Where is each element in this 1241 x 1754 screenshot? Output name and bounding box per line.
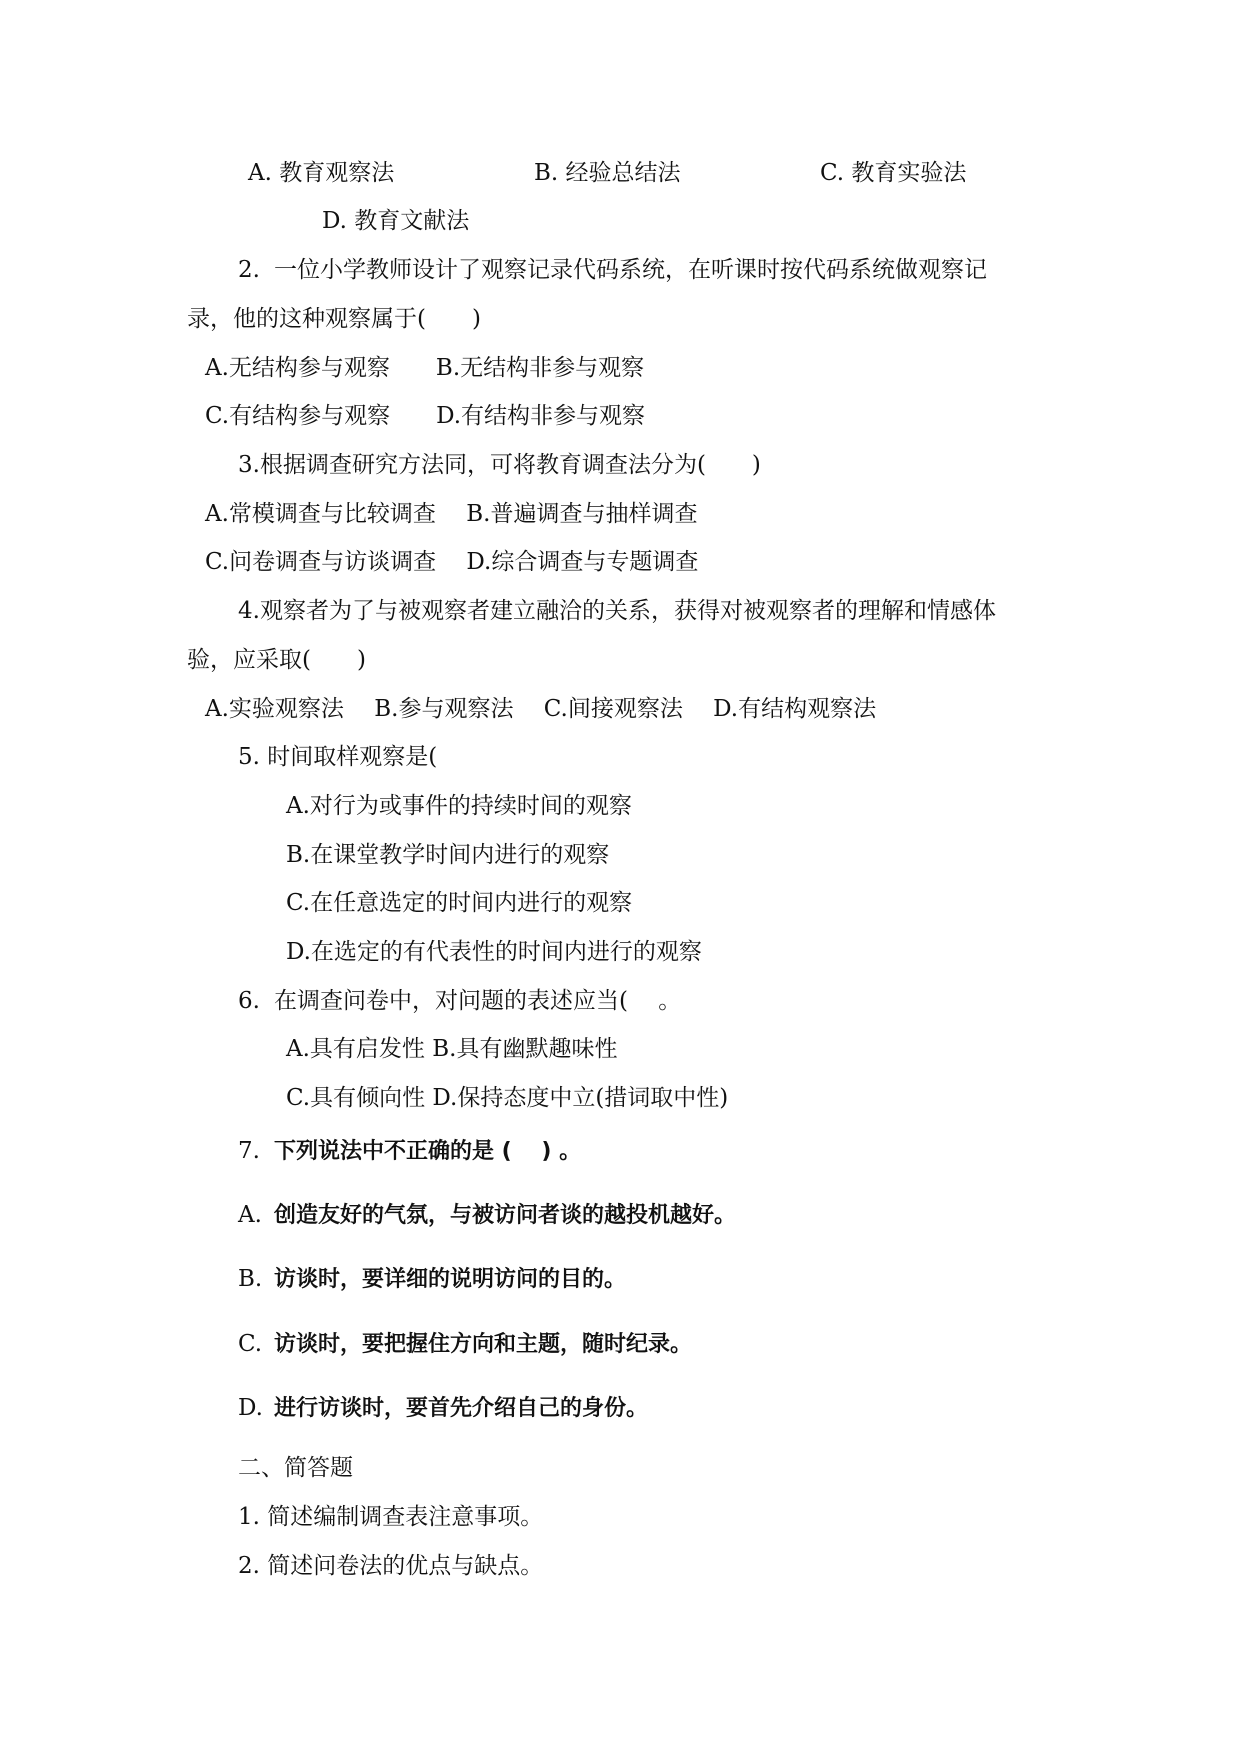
q4-question-line1: 4.观察者为了与被观察者建立融洽的关系，获得对被观察者的理解和情感体 xyxy=(238,598,996,624)
q7-option-a: 创造友好的气氛，与被访问者谈的越投机越好。 xyxy=(274,1203,737,1228)
q1-option-b: B. 经验总结法 xyxy=(534,160,681,186)
q6-number: 6. xyxy=(238,988,260,1014)
q7-option-c-row xyxy=(238,1329,692,1359)
q5-question: 5. 时间取样观察是( xyxy=(238,744,438,770)
q1-options-row xyxy=(0,158,1241,188)
q1-option-a: A. 教育观察法 xyxy=(248,160,395,186)
q2-options-row1: A.无结构参与观察 B.无结构非参与观察 xyxy=(205,355,645,381)
q4-options: A.实验观察法 B.参与观察法 C.间接观察法 D.有结构观察法 xyxy=(205,696,877,722)
q6-text: 在调查问卷中，对问题的表述应当( 。 xyxy=(274,988,682,1014)
q6-options-row2: C.具有倾向性 D.保持态度中立(措词取中性) xyxy=(286,1085,729,1111)
q3-question: 3.根据调查研究方法同，可将教育调查法分为( ) xyxy=(238,452,761,478)
q7-option-a-label: A. xyxy=(238,1202,262,1228)
q7-option-b-row xyxy=(238,1264,626,1294)
q7-option-c: 访谈时，要把握住方向和主题，随时纪录。 xyxy=(274,1332,693,1357)
q7-option-d: 进行访谈时，要首先介绍自己的身份。 xyxy=(274,1396,649,1421)
q5-option-c: C.在任意选定的时间内进行的观察 xyxy=(286,890,633,916)
q2-question-line1 xyxy=(238,255,987,285)
section2-item2: 2. 简述问卷法的优点与缺点。 xyxy=(238,1553,544,1579)
q7-text: 下列说法中不正确的是 ( ) 。 xyxy=(274,1139,582,1164)
q6-question xyxy=(238,986,681,1016)
q3-options-row1: A.常模调查与比较调查 B.普遍调查与抽样调查 xyxy=(205,501,698,527)
q5-option-d: D.在选定的有代表性的时间内进行的观察 xyxy=(286,939,702,965)
q6-options-row1: A.具有启发性 B.具有幽默趣味性 xyxy=(286,1036,618,1062)
q7-question xyxy=(238,1136,581,1166)
q3-options-row2: C.问卷调查与访谈调查 D.综合调查与专题调查 xyxy=(205,549,699,575)
q5-option-b: B.在课堂教学时间内进行的观察 xyxy=(286,842,610,868)
q2-text-line1: 一位小学教师设计了观察记录代码系统，在听课时按代码系统做观察记 xyxy=(274,257,987,283)
q2-options-row2: C.有结构参与观察 D.有结构非参与观察 xyxy=(205,403,646,429)
q2-text-line2: 录，他的这种观察属于( ) xyxy=(187,306,481,332)
q2-number: 2. xyxy=(238,257,260,283)
q7-number: 7. xyxy=(238,1138,260,1164)
q1-option-c: C. 教育实验法 xyxy=(820,160,967,186)
q4-question-line2: 验，应采取( ) xyxy=(187,647,366,673)
section2-heading: 二、简答题 xyxy=(238,1455,353,1481)
section2-item1: 1. 简述编制调查表注意事项。 xyxy=(238,1504,544,1530)
q7-option-a-row xyxy=(238,1200,736,1230)
q7-option-d-row xyxy=(238,1393,648,1423)
q7-option-d-label: D. xyxy=(238,1395,263,1421)
q7-option-c-label: C. xyxy=(238,1331,263,1357)
q1-option-d: D. 教育文献法 xyxy=(322,208,470,234)
q7-option-b: 访谈时，要详细的说明访问的目的。 xyxy=(274,1267,627,1292)
q5-option-a: A.对行为或事件的持续时间的观察 xyxy=(286,793,632,819)
q7-option-b-label: B. xyxy=(238,1266,263,1292)
